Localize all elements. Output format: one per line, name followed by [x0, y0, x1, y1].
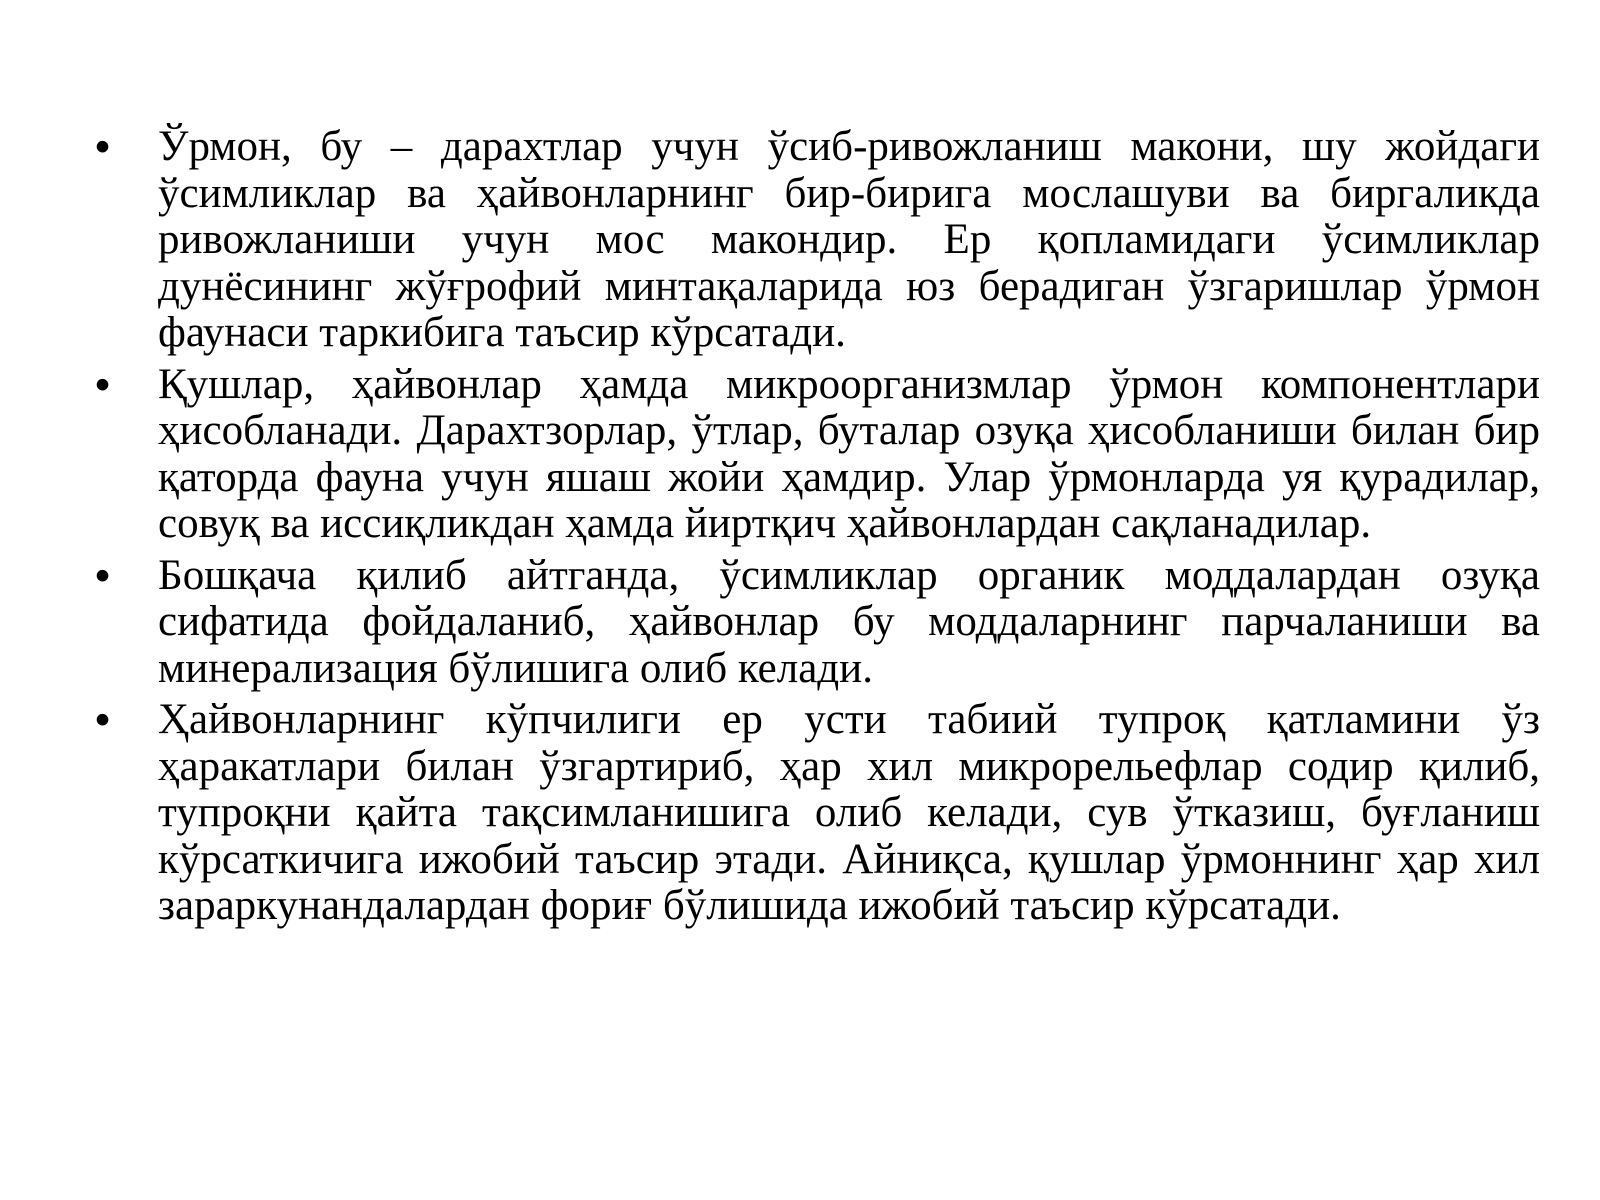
bullet-list: [95, 124, 1540, 935]
bullet-item-2: [95, 362, 1540, 548]
bullet-text-2: Қушлар, ҳайвонлар ҳамда микроорганизмлар ўрмон компонентлари ҳисобланади. Дарахтзорлар, ўтлар, буталар озуқа ҳисобланиши билан бир қаторда фауна учун яшаш жойи ҳамдир. Улар ўрмонларда уя қурадилар, совуқ ва иссиқликдан ҳамда йиртқич ҳайвонлардан сақланадилар.: [158, 360, 1540, 547]
bullet-text-4: Ҳайвонларнинг кўпчилиги ер усти табиий тупроқ қатламини ўз ҳаракатлари билан ўзгартириб, ҳар хил микрорельефлар содир қилиб, тупроқни қайта тақсимланишига олиб келади, сув ўтказиш, буғланиш кўрсаткичига ижобий таъсир этади. Айниқса, қушлар ўрмоннинг ҳар хил зараркунандалардан фориғ бўлишида ижобий таъсир кўрсатади.: [158, 696, 1540, 929]
bullet-icon: •: [95, 551, 111, 600]
bullet-item-1: [95, 124, 1540, 357]
bullet-text-1: Ўрмон, бу – дарахтлар учун ўсиб-ривожланиш макони, шу жойдаги ўсимликлар ва ҳайвонларнинг бир-бирига мослашуви ва биргаликда ривожланиши учун мос макондир. Ер қопламидаги ўсимликлар дунёсининг жўғрофий минтақаларида юз берадиган ўзгаришлар ўрмон фаунаси таркибига таъсир кўрсатади.: [158, 123, 1540, 356]
bullet-icon: •: [95, 123, 111, 171]
bullet-icon: •: [95, 696, 111, 744]
bullet-item-3: [95, 553, 1540, 693]
bullet-icon: •: [95, 360, 111, 409]
bullet-item-4: [95, 697, 1540, 930]
bullet-text-3: Бошқача қилиб айтганда, ўсимликлар органик моддалардан озуқа сифатида фойдаланиб, ҳайвонлар бу моддаларнинг парчаланиши ва минерализация бўлишига олиб келади.: [158, 551, 1540, 692]
